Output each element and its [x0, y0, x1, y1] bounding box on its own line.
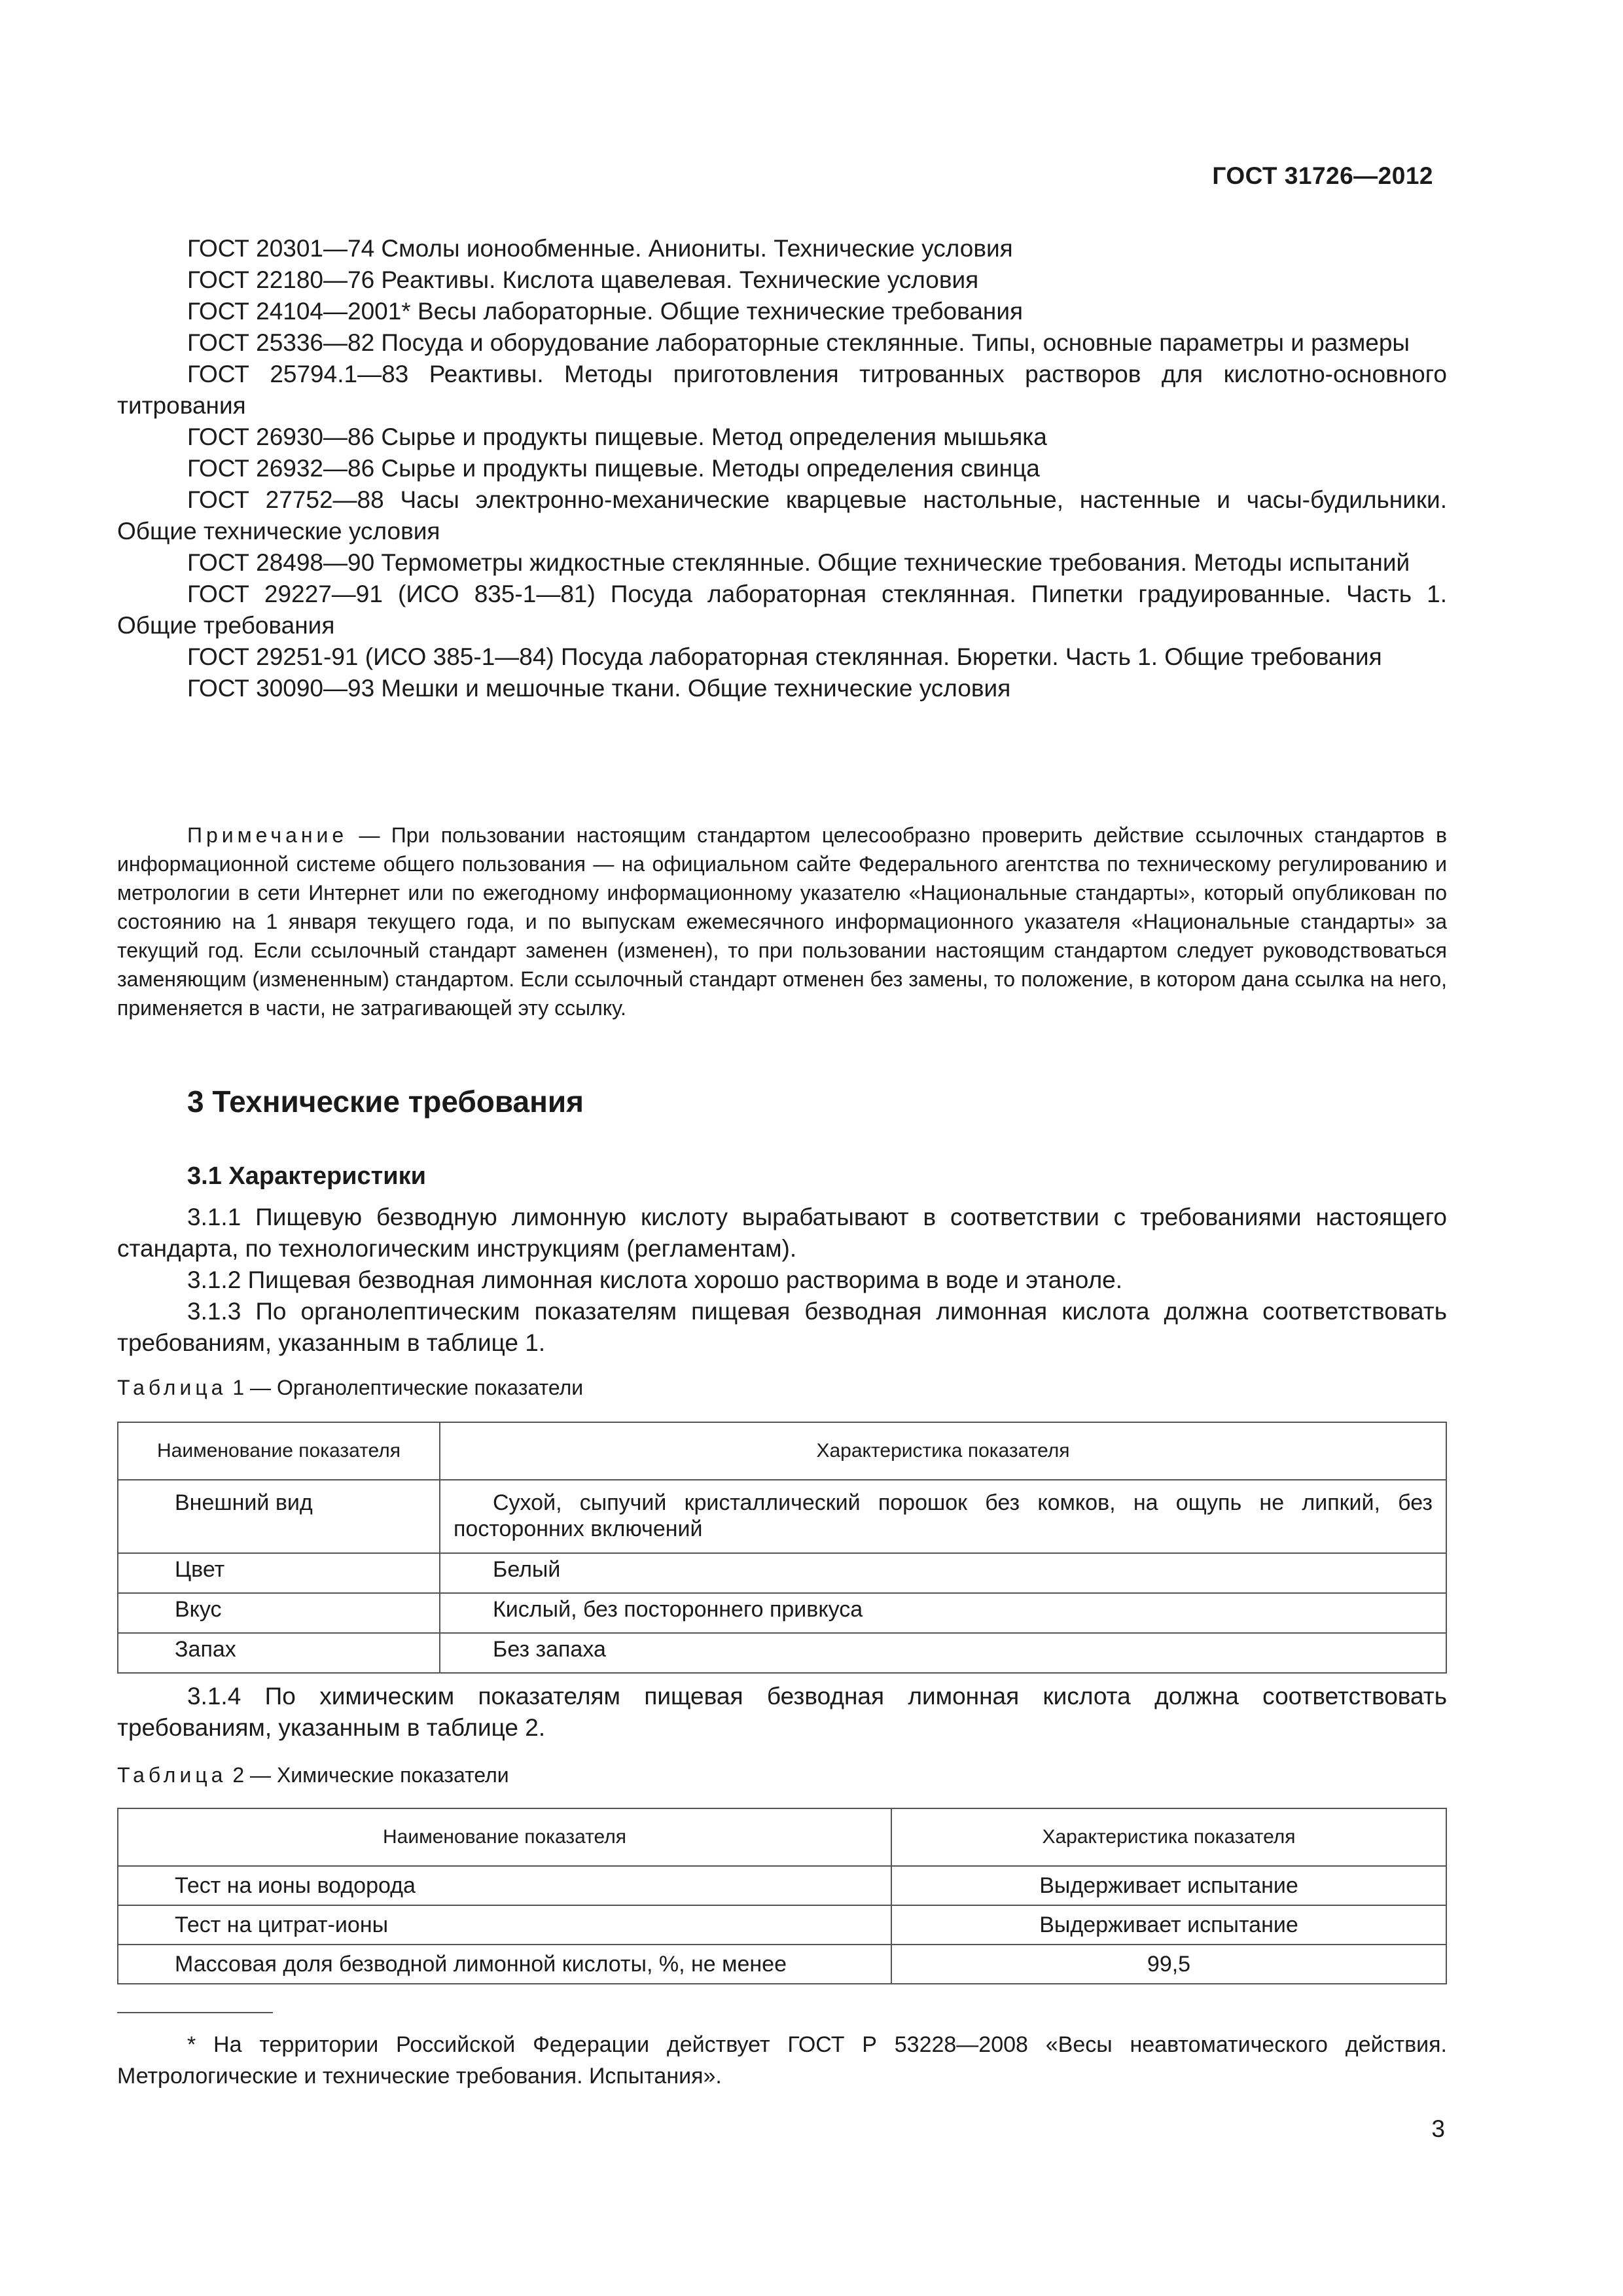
- normative-references-list: [117, 233, 1447, 704]
- reference-item: ГОСТ 25794.1—83 Реактивы. Методы приготовления титрованных растворов для кислотно-основного титрования: [117, 361, 1447, 419]
- table-row: [118, 1866, 1446, 1905]
- table-2-caption-text: 2 — Химические показатели: [226, 1763, 509, 1787]
- reference-item: ГОСТ 27752—88 Часы электронно-механические кварцевые настольные, настенные и часы-будильники. Общие технические условия: [117, 486, 1447, 545]
- table-row: [118, 1553, 1446, 1593]
- table-cell: Кислый, без постороннего привкуса: [440, 1593, 1446, 1633]
- reference-item: ГОСТ 26932—86 Сырье и продукты пищевые. Методы определения свинца: [187, 455, 1040, 482]
- paragraph-3-1-1: 3.1.1 Пищевую безводную лимонную кислоту вырабатывают в соответствии с требованиями настоящего стандарта, по технологическим инструкциям (регламентам).: [117, 1204, 1447, 1262]
- table-1-caption-text: 1 — Органолептические показатели: [226, 1376, 584, 1399]
- section-3-1-heading: 3.1 Характеристики: [187, 1162, 427, 1190]
- table-cell: Выдерживает испытание: [891, 1866, 1446, 1905]
- reference-item: ГОСТ 20301—74 Смолы ионообменные. Аниониты. Технические условия: [187, 235, 1013, 262]
- reference-item: ГОСТ 26930—86 Сырье и продукты пищевые. Метод определения мышьяка: [187, 423, 1047, 450]
- note-label: Примечание: [187, 823, 348, 847]
- table-cell: Внешний вид: [118, 1480, 440, 1553]
- table-cell: Без запаха: [440, 1633, 1446, 1673]
- table-2-header-name: Наименование показателя: [118, 1808, 891, 1866]
- reference-item: ГОСТ 29227—91 (ИСО 835-1—81) Посуда лабораторная стеклянная. Пипетки градуированные. Часть 1. Общие требования: [117, 581, 1447, 639]
- footnote-block: [117, 2029, 1447, 2092]
- footnote-separator: [117, 2012, 273, 2013]
- table-1-caption-label: Таблица: [117, 1376, 227, 1399]
- reference-item: ГОСТ 28498—90 Термометры жидкостные стеклянные. Общие технические требования. Методы испытаний: [187, 549, 1410, 576]
- document-header-id: ГОСТ 31726—2012: [1212, 162, 1433, 189]
- table-row: [118, 1945, 1446, 1984]
- paragraph-3-1-4: 3.1.4 По химическим показателям пищевая безводная лимонная кислота должна соответствовать требованиям, указанным в таблице 2.: [117, 1683, 1447, 1741]
- table-cell: Белый: [440, 1553, 1446, 1593]
- section-3-heading: 3 Технические требования: [187, 1085, 584, 1119]
- table-cell: Тест на цитрат-ионы: [118, 1905, 891, 1945]
- paragraph-3-1-4-block: [117, 1681, 1447, 1744]
- table-row: [118, 1593, 1446, 1633]
- table-1-caption: [117, 1376, 583, 1400]
- table-row: [118, 1905, 1446, 1945]
- paragraph-3-1-3: 3.1.3 По органолептическим показателям пищевая безводная лимонная кислота должна соответствовать требованиям, указанным в таблице 1.: [117, 1298, 1447, 1356]
- reference-item: ГОСТ 22180—76 Реактивы. Кислота щавелевая. Технические условия: [187, 266, 979, 293]
- table-cell: Вкус: [118, 1593, 440, 1633]
- page-number: 3: [1431, 2115, 1445, 2142]
- table-2-header-characteristic: Характеристика показателя: [891, 1808, 1446, 1866]
- reference-item: ГОСТ 24104—2001* Весы лабораторные. Общие технические требования: [187, 298, 1024, 325]
- table-2-caption-label: Таблица: [117, 1763, 227, 1787]
- table-cell: Цвет: [118, 1553, 440, 1593]
- table-row: [118, 1633, 1446, 1673]
- table-2-caption: [117, 1763, 509, 1787]
- table-cell: Тест на ионы водорода: [118, 1866, 891, 1905]
- table-cell: 99,5: [891, 1945, 1446, 1984]
- note-paragraph: [117, 821, 1447, 1022]
- table-1-organoleptic: [117, 1422, 1447, 1674]
- table-row: [118, 1480, 1446, 1553]
- note-text: — При пользовании настоящим стандартом целесообразно проверить действие ссылочных стандартов в информационной системе общего пользования — на официальном сайте Федерального агентства по техническому регулированию и метрологии в сети Интернет или по ежегодному информационному указателю «Национальные стандарты», который опубликован по состоянию на 1 января текущего года, и по выпускам ежемесячного информационного указателя «Национальные стандарты» за текущий год. Если ссылочный стандарт заменен (изменен), то при пользовании настоящим стандартом следует руководствоваться заменяющим (измененным) стандартом. Если ссылочный стандарт отменен без замены, то положение, в котором дана ссылка на него, применяется в части, не затрагивающей эту ссылку.: [117, 823, 1447, 1020]
- table-cell: Выдерживает испытание: [891, 1905, 1446, 1945]
- reference-item: ГОСТ 29251-91 (ИСО 385-1—84) Посуда лабораторная стеклянная. Бюретки. Часть 1. Общие требования: [187, 643, 1382, 670]
- table-1-header-characteristic: Характеристика показателя: [440, 1422, 1446, 1480]
- table-cell: Массовая доля безводной лимонной кислоты, %, не менее: [118, 1945, 891, 1984]
- footnote-text: * На территории Российской Федерации действует ГОСТ Р 53228—2008 «Весы неавтоматического действия. Метрологические и технические требования. Испытания».: [117, 2032, 1447, 2089]
- paragraph-3-1-2: 3.1.2 Пищевая безводная лимонная кислота хорошо растворима в воде и этаноле.: [187, 1266, 1123, 1293]
- note-block: [117, 821, 1447, 1022]
- table-1-header-name: Наименование показателя: [118, 1422, 440, 1480]
- table-cell: Сухой, сыпучий кристаллический порошок без комков, на ощупь не липкий, без посторонних включений: [440, 1480, 1446, 1553]
- reference-item: ГОСТ 25336—82 Посуда и оборудование лабораторные стеклянные. Типы, основные параметры и размеры: [187, 329, 1410, 356]
- table-2-chemical: [117, 1808, 1447, 1984]
- reference-item: ГОСТ 30090—93 Мешки и мешочные ткани. Общие технические условия: [187, 675, 1011, 702]
- table-cell: Запах: [118, 1633, 440, 1673]
- section-3-1-paragraphs: [117, 1202, 1447, 1359]
